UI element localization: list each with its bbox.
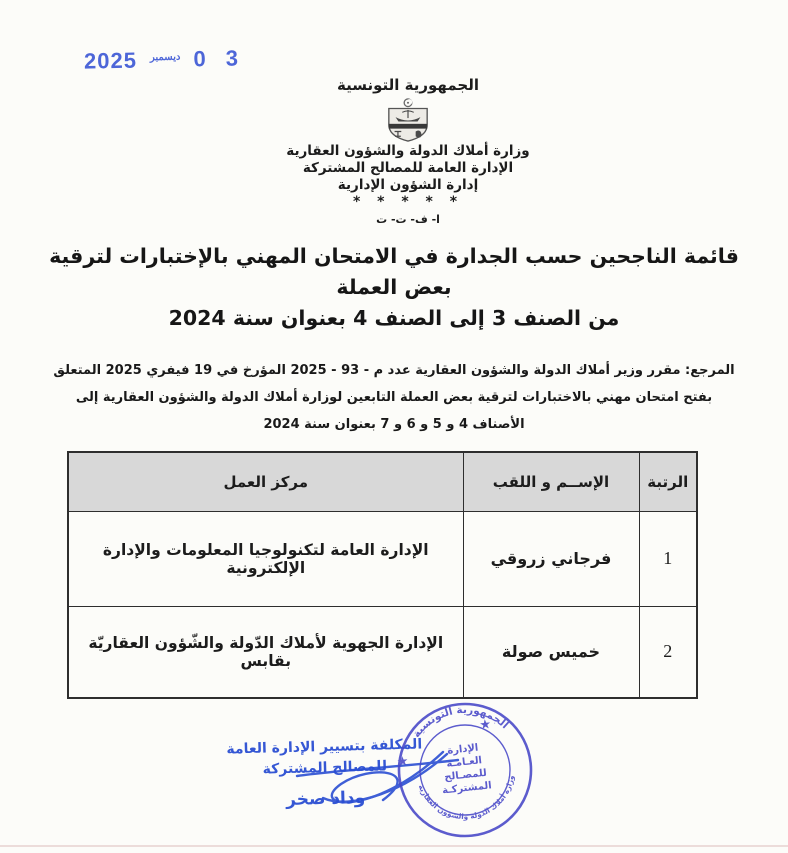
scan-artifact-line [0, 845, 788, 847]
stamp-ring-top-text: الجمهورية التونسية [410, 703, 511, 740]
results-table [67, 451, 698, 699]
stamp-center-line3: للمصـالح [443, 767, 488, 784]
stamp-center-line1: الإدارة [446, 742, 479, 757]
name-cell: خميس صولة [463, 606, 639, 698]
svg-text:الجمهورية التونسية [408, 699, 512, 741]
department-name: إدارة الشؤون الإدارية [337, 177, 479, 193]
table-header-row [68, 452, 697, 511]
directorate-name: الإدارة العامة للمصالح المشتركة [302, 160, 514, 176]
rank-cell: 2 [639, 606, 697, 698]
stamp-center-line4: المشتركـة [441, 780, 493, 797]
workplace-cell: الإدارة العامة لتكنولوجيا المعلومات والإدارة الإلكترونية [68, 511, 463, 606]
stars-separator: * * * * * [352, 194, 464, 210]
header-workplace: مركز العمل [68, 452, 463, 511]
signatory-name: وداد صخر [285, 787, 366, 811]
svg-text:وزارة أملاك الدولة والشؤون الع [416, 774, 519, 826]
date-stamp-month: ديسمبر [149, 51, 181, 64]
name-cell: فرجاني زروقي [463, 511, 639, 606]
document-title [40, 241, 748, 334]
date-stamp-year: 2025 [83, 47, 138, 74]
tunisia-coat-of-arms-icon [379, 97, 437, 143]
republic-title: الجمهورية التونسية [337, 76, 479, 94]
date-stamp-day: 0 3 [193, 45, 246, 72]
document-title-line1: قائمة الناجحين حسب الجدارة في الامتحان المهني بالإختبارات لترقية بعض العملة [49, 244, 739, 299]
signatory-function-line1: المكلفة بتسيير الإدارة العامة [226, 736, 423, 758]
workplace-cell: الإدارة الجهوية لأملاك الدّولة والشّؤون العقاريّة بقابس [68, 606, 463, 698]
table-row [68, 606, 697, 698]
letterhead [255, 76, 561, 226]
official-round-stamp [387, 692, 543, 848]
stamp-ring-bottom-text: وزارة أملاك الدولة والشؤون العقارية [416, 774, 516, 822]
reference-paragraph: المرجع: مقرر وزير أملاك الدولة والشؤون العقارية عدد م - 93 - 2025 المؤرخ في 19 فيفري 2025 المتعلق بفتح امتحان مهني بالاختبارات لترقية بعض العملة التابعين لوزارة أملاك الدولة والشؤون العقارية إلى الأصناف 4 و 5 و 6 و 7 بعنوان سنة 2024 [53, 363, 735, 432]
unit-abbreviation: ا- ف- ت- ت [376, 213, 440, 226]
document-title-line2: من الصنف 3 إلى الصنف 4 بعنوان سنة 2024 [168, 306, 620, 330]
date-stamp [84, 45, 246, 74]
stamp-star-left-icon: ★ [396, 753, 410, 771]
header-name: الإســم و اللقب [463, 452, 639, 511]
signatory-function-line2: للمصالح المشتركة [262, 758, 388, 778]
stamp-center-line2: العـامـة [445, 755, 483, 770]
ministry-name: وزارة أملاك الدولة والشؤون العقارية [286, 143, 530, 159]
table-row [68, 511, 697, 606]
rank-cell: 1 [639, 511, 697, 606]
header-rank: الرتبة [639, 452, 697, 511]
stamp-star-right-icon: ★ [478, 717, 492, 734]
